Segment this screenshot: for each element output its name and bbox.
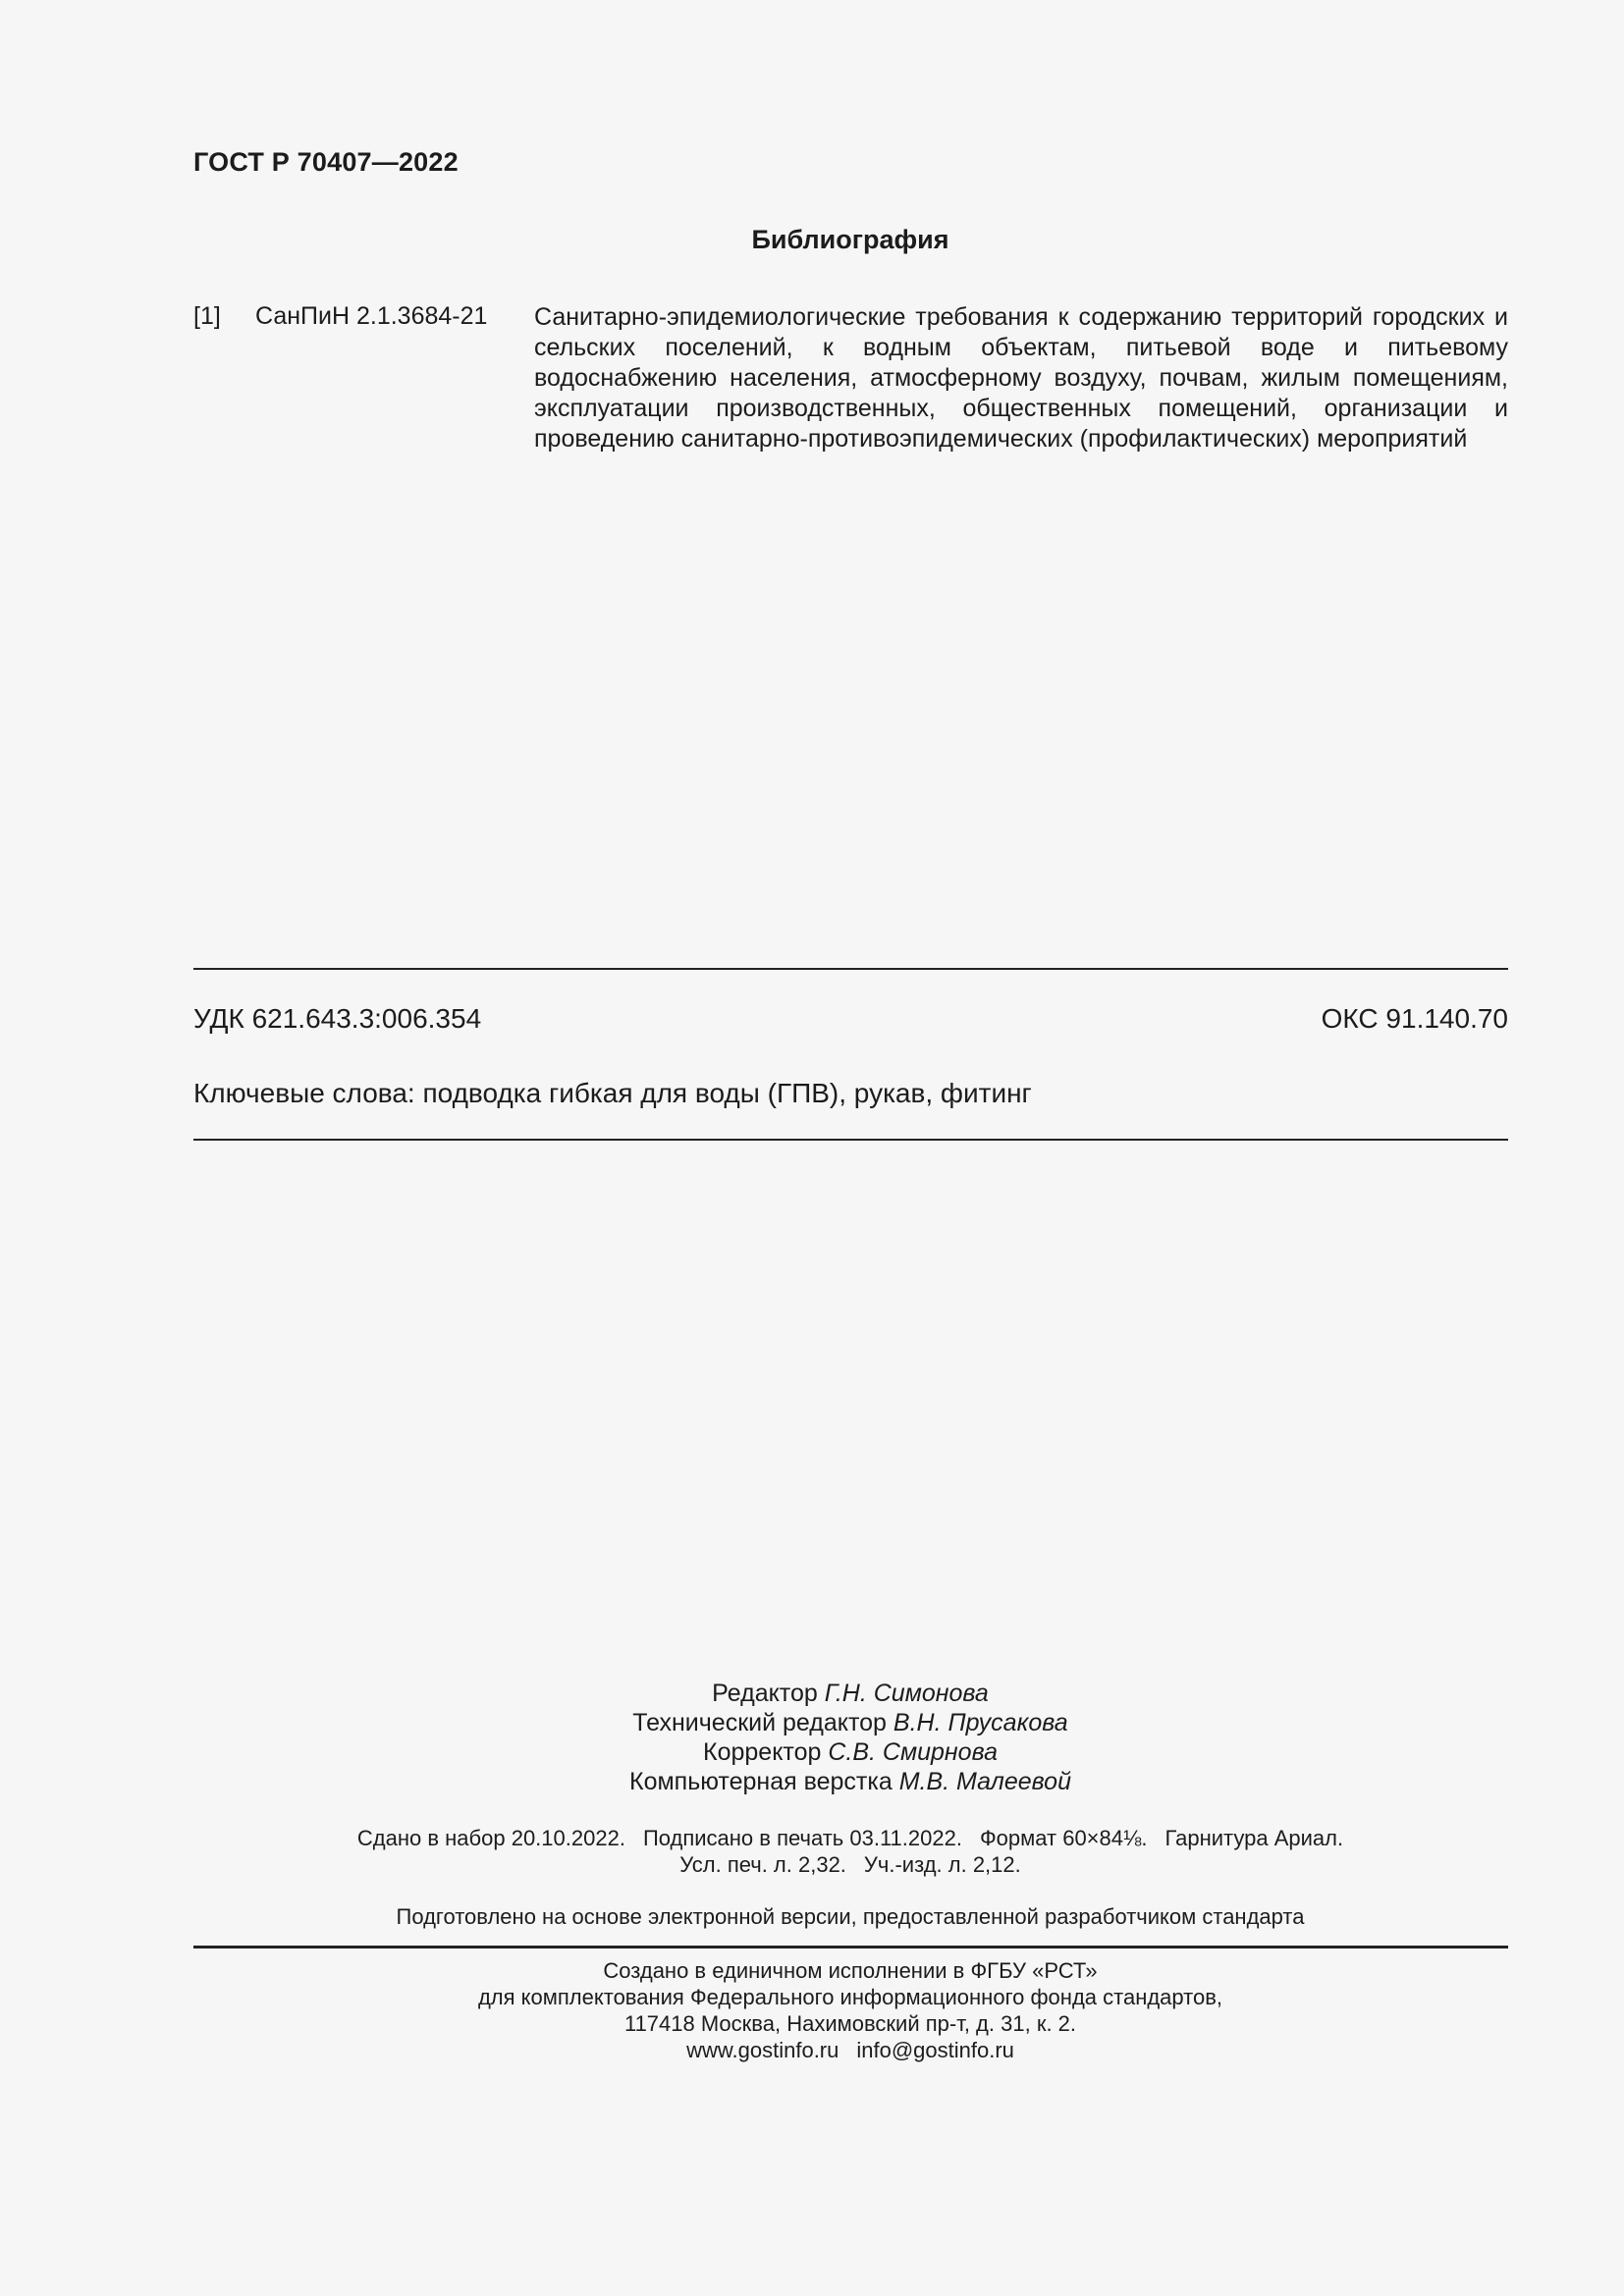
credits-block — [0, 1679, 1624, 1796]
print-format: Формат 60×84⅛. — [979, 1826, 1148, 1850]
layout-name: М.В. Малеевой — [898, 1768, 1071, 1795]
tech-editor-name: В.Н. Прусакова — [893, 1709, 1068, 1736]
layout-line — [0, 1767, 1624, 1796]
corrector-line — [0, 1737, 1624, 1767]
keywords: Ключевые слова: подводка гибкая для воды (ГПВ), рукав, фитинг — [193, 1078, 1032, 1108]
prepared-note: Подготовлено на основе электронной версии, предоставленной разработчиком стандарта — [396, 1904, 1305, 1929]
document-code: ГОСТ Р 70407—2022 — [193, 147, 459, 177]
signed-date: Подписано в печать 03.11.2022. — [642, 1826, 962, 1850]
publisher-block — [0, 1957, 1624, 2063]
bibliography-entry-text: Санитарно-эпидемиологические требования к содержанию территорий городских и сельских поселений, к водным объектам, питьевой воде и питьевому водоснабжению населения, атмосферному воздуху, почвам, жилым помещениям, эксплуатации производственных, общественных помещений, организации и проведению санитарно-противоэпидемических (профилактических) мероприятий — [534, 303, 1508, 453]
corrector-label: Корректор — [703, 1738, 822, 1766]
website-link[interactable]: www.gostinfo.ru — [686, 2038, 839, 2062]
bottom-divider — [193, 1139, 1508, 1141]
publication-sheets: Уч.-изд. л. 2,12. — [863, 1852, 1021, 1877]
print-info-line-1 — [0, 1825, 1624, 1851]
bibliography-entry-number: [1] — [193, 302, 221, 330]
publisher-line-2: для комплектования Федерального информационного фонда стандартов, — [477, 1985, 1223, 2009]
udk-code: УДК 621.643.3:006.354 — [193, 1003, 482, 1034]
editor-line — [0, 1679, 1624, 1708]
print-sheets: Усл. печ. л. 2,32. — [679, 1852, 846, 1877]
publisher-address: 117418 Москва, Нахимовский пр-т, д. 31, к. 2. — [623, 2011, 1077, 2036]
layout-label: Компьютерная верстка — [629, 1768, 893, 1795]
publisher-line-1: Создано в единичном исполнении в ФГБУ «РСТ» — [603, 1958, 1098, 1983]
print-info-line-2 — [0, 1851, 1624, 1878]
tech-editor-label: Технический редактор — [632, 1709, 887, 1736]
publisher-divider — [193, 1946, 1508, 1949]
top-divider — [193, 968, 1508, 970]
bibliography-title: Библиография — [751, 225, 949, 254]
bibliography-entry-reference: СанПиН 2.1.3684-21 — [255, 302, 488, 330]
print-info — [0, 1825, 1624, 1878]
editor-name: Г.Н. Симонова — [824, 1680, 989, 1707]
oks-code: ОКС 91.140.70 — [1321, 1003, 1508, 1034]
tech-editor-line — [0, 1708, 1624, 1737]
email-link[interactable]: info@gostinfo.ru — [856, 2038, 1014, 2062]
corrector-name: С.В. Смирнова — [828, 1738, 998, 1766]
submitted-date: Сдано в набор 20.10.2022. — [356, 1826, 625, 1850]
typeface: Гарнитура Ариал. — [1164, 1826, 1344, 1850]
editor-label: Редактор — [712, 1680, 818, 1707]
publisher-contacts — [0, 2037, 1624, 2063]
